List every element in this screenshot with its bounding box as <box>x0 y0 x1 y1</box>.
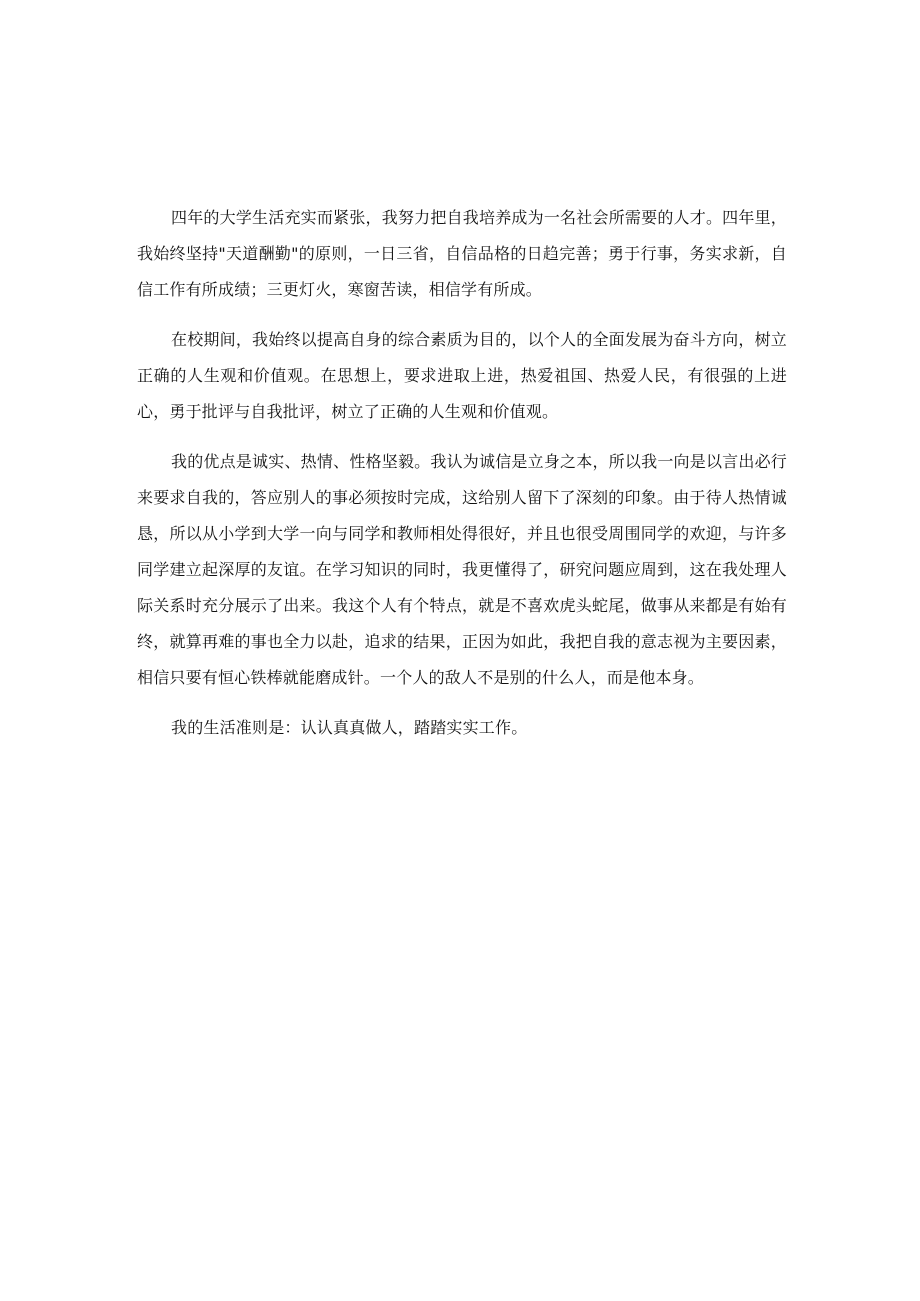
paragraph-university-life: 四年的大学生活充实而紧张，我努力把自我培养成为一名社会所需要的人才。四年里，我始终坚持"天道酬勤"的原则，一日三省，自信品格的日趋完善；勇于行事，务实求新，自信工作有所成绩；三更灯火，寒窗苦读，相信学有所成。 <box>137 208 787 299</box>
paragraph-school-period: 在校期间，我始终以提高自身的综合素质为目的，以个人的全面发展为奋斗方向，树立正确的人生观和价值观。在思想上，要求进取上进，热爱祖国、热爱人民，有很强的上进心，勇于批评与自我批评，树立了正确的人生观和价值观。 <box>137 330 787 421</box>
paragraph-life-principle: 我的生活准则是：认认真真做人，踏踏实实工作。 <box>171 718 528 737</box>
paragraph-strengths: 我的优点是诚实、热情、性格坚毅。我认为诚信是立身之本，所以我一向是以言出必行来要求自我的，答应别人的事必须按时完成，这给别人留下了深刻的印象。由于待人热情诚恳，所以从小学到大学一向与同学和教师相处得很好，并且也很受周围同学的欢迎，与许多同学建立起深厚的友谊。在学习知识的同时，我更懂得了，研究问题应周到，这在我处理人际关系时充分展示了出来。我这个人有个特点，就是不喜欢虎头蛇尾，做事从来都是有始有终，就算再难的事也全力以赴，追求的结果，正因为如此，我把自我的意志视为主要因素，相信只要有恒心铁棒就能磨成针。一个人的敌人不是别的什么人，而是他本身。 <box>137 452 787 687</box>
document-body <box>137 200 787 760</box>
